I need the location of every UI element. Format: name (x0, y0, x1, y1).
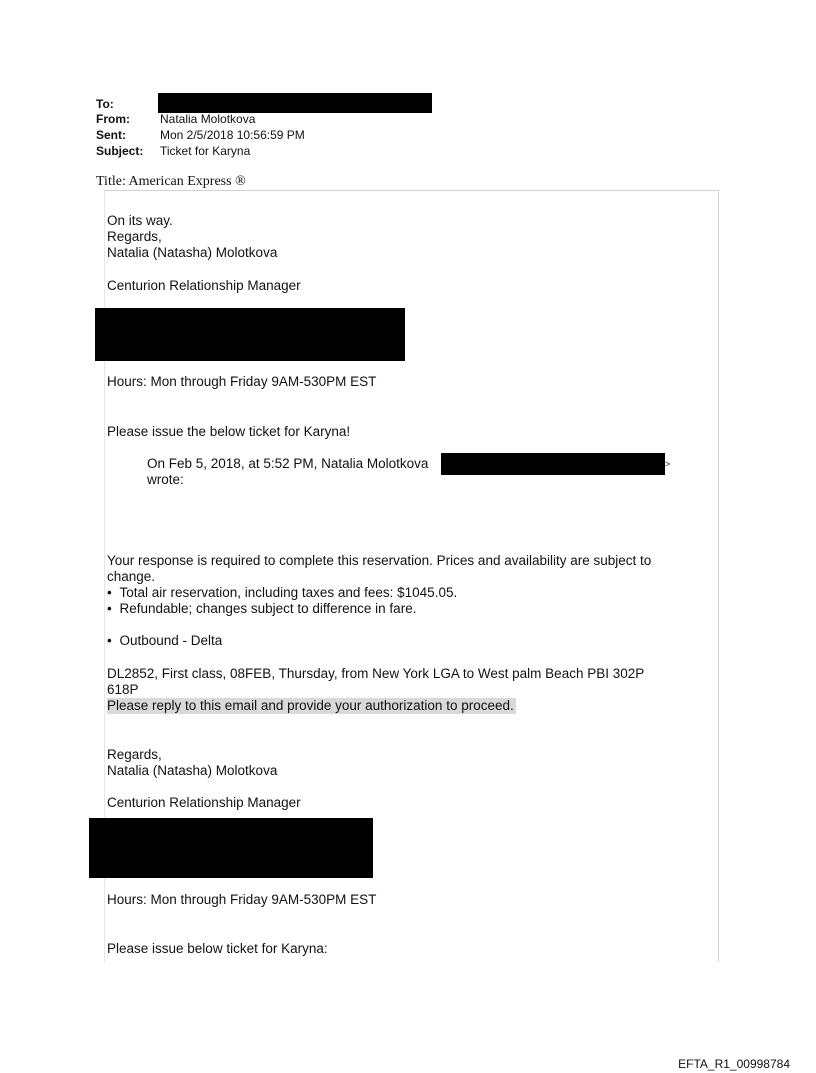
body-regards: Regards, (107, 229, 162, 244)
bullet-outbound (107, 633, 222, 649)
sent-label: Sent: (96, 128, 126, 142)
body-issue-request-2: Please issue below ticket for Karyna: (107, 941, 328, 956)
body-hours-2: Hours: Mon through Friday 9AM-530PM EST (107, 892, 377, 907)
body-issue-request: Please issue the below ticket for Karyna! (107, 424, 351, 439)
body-sender-name-2: Natalia (Natasha) Molotkova (107, 763, 278, 778)
bullet-dot: • (107, 601, 112, 616)
redacted-signature-block-2 (89, 818, 373, 878)
body-sender-role: Centurion Relationship Manager (107, 278, 301, 293)
bullet-total-text: Total air reservation, including taxes and fees: $1045.05. (119, 585, 458, 600)
redacted-signature-block (95, 308, 405, 361)
from-label: From: (96, 112, 130, 126)
bullet-dot: • (107, 585, 112, 600)
subject-value: Ticket for Karyna (160, 144, 251, 158)
response-required-line: Your response is required to complete this reservation. Prices and availability are subject to (107, 553, 652, 568)
flight-details-line-cont: 618P (107, 682, 139, 697)
body-line-on-its-way: On its way. (107, 213, 173, 228)
sent-value: Mon 2/5/2018 10:56:59 PM (160, 128, 305, 142)
quote-header-line: On Feb 5, 2018, at 5:52 PM, Natalia Molotkova (147, 456, 429, 471)
bullet-total (107, 585, 457, 601)
to-label: To: (96, 97, 114, 111)
subject-label: Subject: (96, 144, 144, 158)
redacted-to-address (158, 93, 432, 113)
quote-header-bracket: > (665, 459, 671, 469)
quote-header-wrote: wrote: (147, 472, 184, 487)
document-id: EFTA_R1_00998784 (678, 1057, 790, 1071)
flight-details-line: DL2852, First class, 08FEB, Thursday, from New York LGA to West palm Beach PBI 302P (107, 666, 645, 681)
body-hours: Hours: Mon through Friday 9AM-530PM EST (107, 374, 377, 389)
authorization-request: Please reply to this email and provide your authorization to proceed. (107, 698, 514, 713)
bullet-outbound-text: Outbound - Delta (119, 633, 223, 648)
from-value: Natalia Molotkova (160, 112, 256, 126)
bullet-dot: • (107, 633, 112, 648)
body-sender-role-2: Centurion Relationship Manager (107, 795, 301, 810)
bullet-refundable (107, 601, 416, 617)
body-regards-2: Regards, (107, 747, 162, 762)
response-required-line-cont: change. (107, 569, 156, 584)
title-line: Title: American Express ® (96, 174, 246, 189)
body-sender-name: Natalia (Natasha) Molotkova (107, 245, 278, 260)
redacted-email-address (441, 453, 665, 475)
bullet-refundable-text: Refundable; changes subject to difference in fare. (119, 601, 417, 616)
